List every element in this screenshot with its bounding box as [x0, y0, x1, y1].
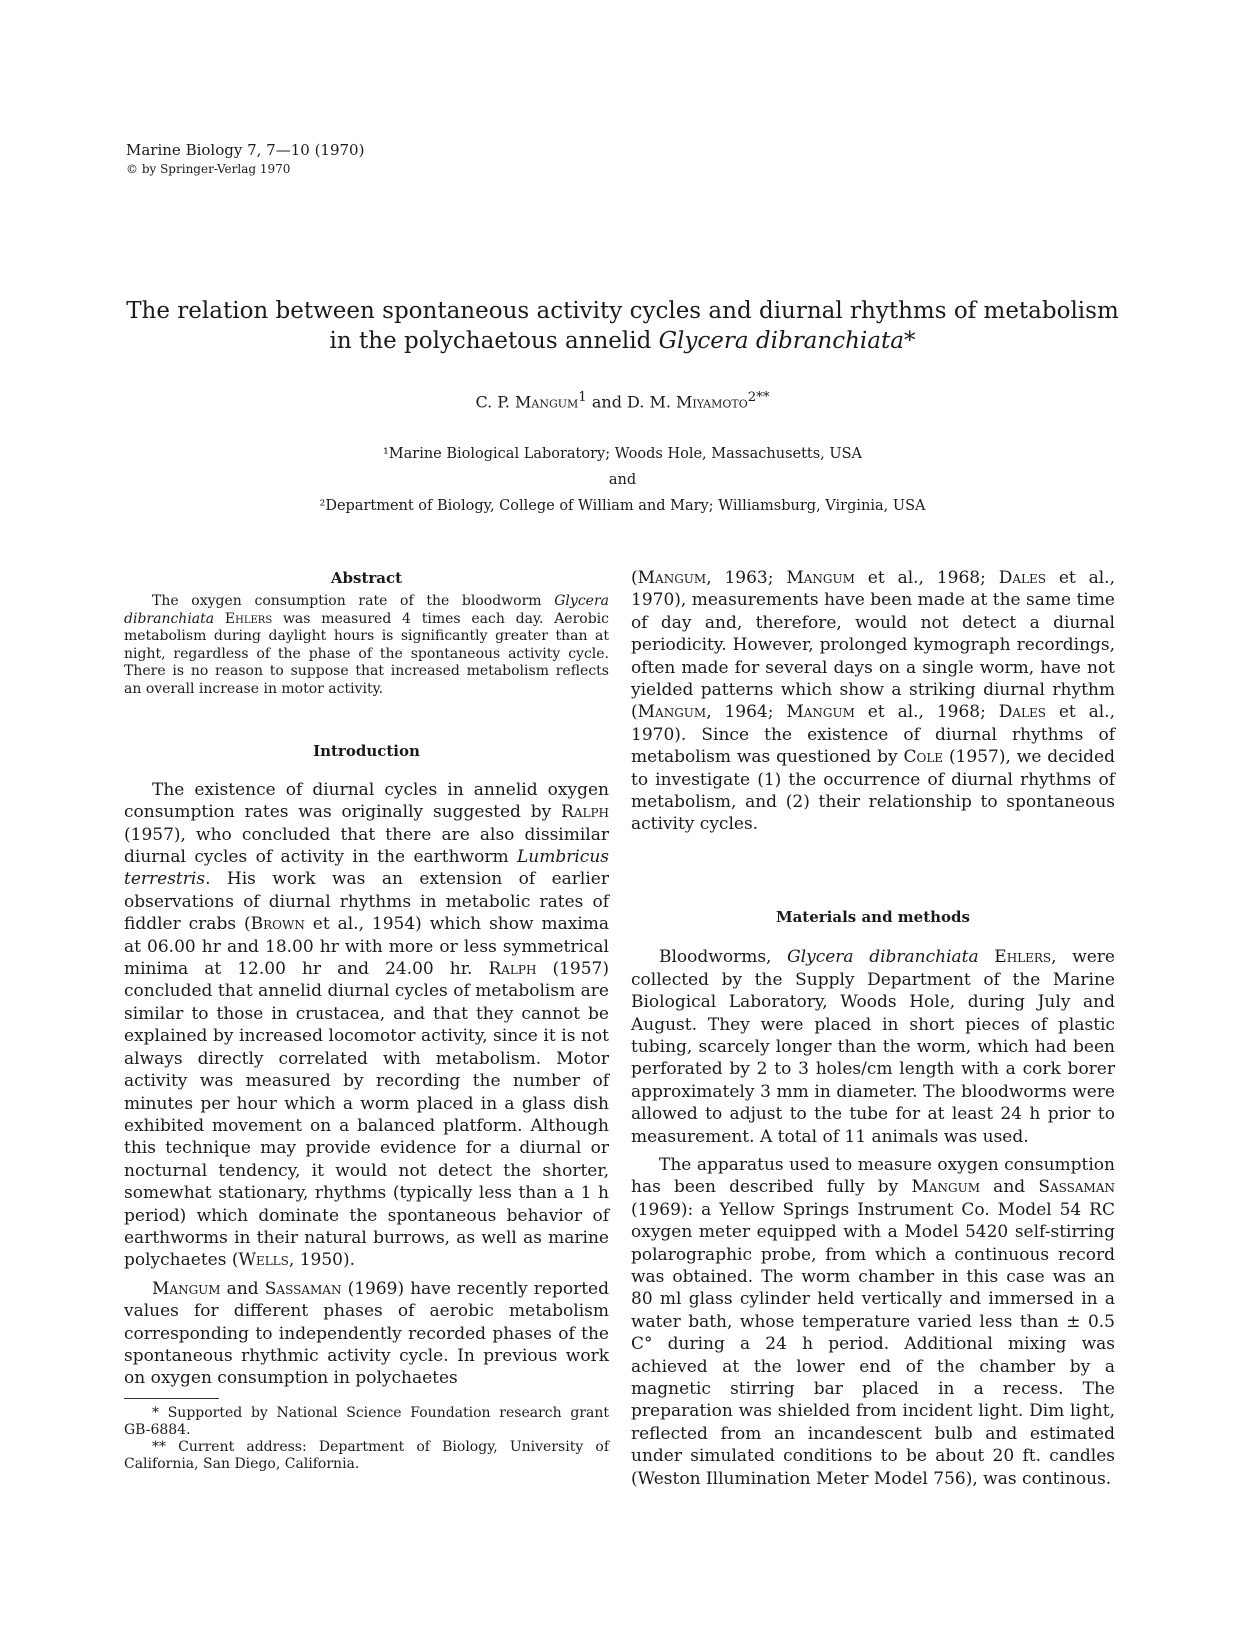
journal-citation: Marine Biology 7, 7—10 (1970)	[126, 141, 365, 159]
abstract-body	[124, 593, 609, 698]
right-column	[631, 567, 1115, 1490]
methods-paragraph-1: Bloodworms, Glycera dibranchiata Ehlers, were collected by the Supply Department of the Marine Biological Laboratory, Woods Hole, during July and August. They were placed in short pieces of plastic tubing, scarcely longer than the worm, which had been perforated by 2 to 3 holes/cm length with a cork borer approximately 3 mm in diameter. The bloodworms were allowed to adjust to the tube for at least 24 h prior to measurement. A total of 11 animals was used.	[631, 947, 1115, 1147]
intro-paragraph-2-continued: (Mangum, 1963; Mangum et al., 1968; Dales et al., 1970), measurements have been made at the same time of day and, therefore, would not detect a diurnal periodicity. However, prolonged kymograph recordings, often made for several days on a single worm, have not yielded patterns which show a striking diurnal rhythm (Mangum, 1964; Mangum et al., 1968; Dales et al., 1970). Since the existence of diurnal rhythms of metabolism was questioned by Cole (1957), we decided to investigate (1) the occurrence of diurnal rhythms of metabolism, and (2) their relationship to spontaneous activity cycles.	[631, 568, 1115, 835]
footnote-rule	[124, 1398, 219, 1399]
left-column	[124, 567, 609, 1473]
footnote-2: ** Current address: Department of Biology, University of California, San Diego, California.	[124, 1438, 609, 1472]
author-2-name: Miyamoto	[676, 392, 748, 412]
title-line-1: The relation between spontaneous activity cycles and diurnal rhythms of metabolism	[126, 298, 1119, 324]
introduction-heading: Introduction	[313, 742, 420, 761]
footnotes	[124, 1405, 609, 1473]
intro-paragraph-2: Mangum and Sassaman (1969) have recently reported values for different phases of aerobic metabolism corresponding to independently recorded phases of the spontaneous rhythmic activity cycle. In previous work on oxygen consumption in polychaetes	[124, 1278, 610, 1389]
affiliations	[0, 441, 1245, 519]
methods-heading: Materials and methods	[775, 907, 970, 926]
abstract-heading: Abstract	[330, 569, 403, 587]
affiliation-and: and	[608, 472, 637, 488]
intro-paragraph-1: The existence of diurnal cycles in annelid oxygen consumption rates was originally suggested by Ralph (1957), who concluded that there are also dissimilar diurnal cycles of activity in the earthworm Lumbricus terrestris. His work was an extension of earlier observations of diurnal rhythms in metabolic rates of fiddler crabs (Brown et al., 1954) which show maxima at 06.00 hr and 18.00 hr with more or less symmetrical minima at 12.00 hr and 24.00 hr. Ralph (1957) concluded that annelid diurnal cycles of metabolism are similar to those in crustacea, and that they cannot be explained by increased locomotor activity, since it is not always directly correlated with metabolism. Motor activity was measured by recording the number of minutes per hour which a worm placed in a glass dish exhibited movement on a balanced platform. Although this technique may provide evidence for a diurnal or nocturnal tendency, it would not detect the shorter, somewhat stationary, rhythms (typically less than a 1 h period) which dominate the spontaneous behavior of earthworms in their natural burrows, as well as marine polychaetes (Wells, 1950).	[124, 779, 609, 1271]
affiliation-2: ²Department of Biology, College of William and Mary; Williamsburg, Virginia, USA	[319, 498, 926, 514]
affiliation-1: ¹Marine Biological Laboratory; Woods Hole, Massachusetts, USA	[382, 446, 863, 462]
journal-header	[126, 140, 364, 178]
copyright-line: © by Springer-Verlag 1970	[126, 162, 291, 176]
title-species: Glycera dibranchiata	[658, 328, 904, 354]
title-line-2: in the polychaetous annelid Glycera dibranchiata*	[329, 328, 916, 354]
abstract-paragraph: The oxygen consumption rate of the bloodworm Glycera dibranchiata Ehlers was measured 4 times each day. Aerobic metabolism during daylight hours is significantly greater than at night, regardless of the phase of the spontaneous activity cycle. There is no reason to suppose that increased metabolism reflects an overall increase in motor activity.	[124, 593, 609, 697]
author-1-name: Mangum	[515, 392, 579, 412]
author-line: C. P. Mangum$^1$ and D. M. Miyamoto$^{2**}$	[475, 390, 770, 412]
paper-title	[80, 296, 1165, 356]
methods-paragraph-2: The apparatus used to measure oxygen consumption has been described fully by Mangum and Sassaman (1969): a Yellow Springs Instrument Co. Model 54 RC oxygen meter equipped with a Model 5420 self-stirring polarographic probe, from which a continuous record was obtained. The worm chamber in this case was an 80 ml glass cylinder held vertically and immersed in a water bath, whose temperature varied less than ± 0.5 C° during a 24 h period. Additional mixing was achieved at the lower end of the chamber by a magnetic stirring bar placed in a recess. The preparation was shielded from incident light. Dim light, reflected from an incandescent bulb and estimated under simulated conditions to be about 20 ft. candles (Weston Illumination Meter Model 756), was continous.	[631, 1154, 1115, 1489]
footnote-1: * Supported by National Science Foundation research grant GB-6884.	[124, 1404, 609, 1438]
